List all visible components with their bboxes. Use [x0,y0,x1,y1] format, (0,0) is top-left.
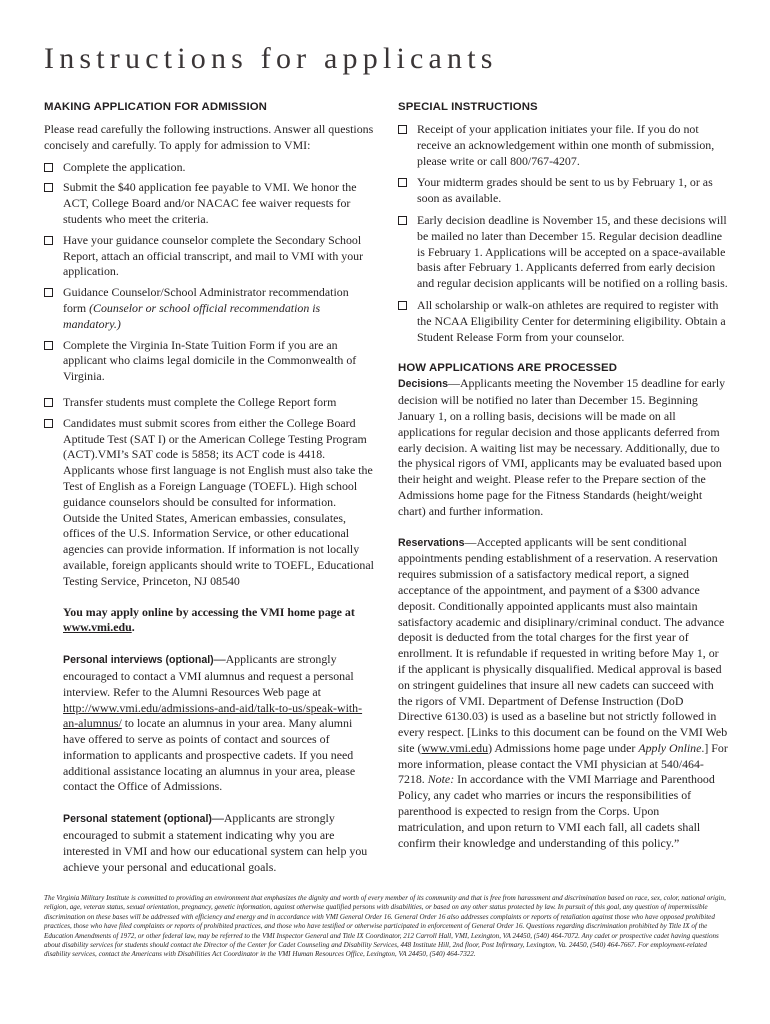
intro-paragraph: Please read carefully the following instructions. Answer all questions concisely and carefully. To apply for admission to VMI: [44,122,374,152]
checklist-item: Early decision deadline is November 15, and these decisions will be mailed no later than December 15. Regular decision deadline is February 1. Applications will be accepted on a space-available basis after February 1. Applicants deferred from early decision and regular decision applicants will be notified on a rolling basis. [398,213,728,292]
page-title: Instructions for applicants [44,42,498,75]
checklist-item: Receipt of your application initiates your file. If you do not receive an acknowledgement within one month of submission, please write or call 800/767-4207. [398,122,728,169]
checkbox-icon [44,398,53,407]
checkbox-icon [44,288,53,297]
checkbox-icon [398,178,407,187]
checkbox-icon [44,236,53,245]
personal-interviews-paragraph: Personal interviews (optional)—Applicants are strongly encouraged to contact a VMI alumnus and request a personal interview. Refer to the Alumni Resources Web page at http://www.vmi.edu/admissions-and-aid/talk-to-us/speak-with-an-alumnus/ to locate an alumnus in your area. Many alumni have offered to serve as points of contact and sources of information to applicants and prospective cadets. If you need additional assistance locating an alumnus in your area, please contact the Office of Admissions. [63,652,363,794]
checkbox-icon [398,301,407,310]
vmi-home-link[interactable]: www.vmi.edu [63,620,132,635]
checkbox-icon [398,216,407,225]
checkbox-icon [44,341,53,350]
making-application-heading: MAKING APPLICATION FOR ADMISSION [44,101,267,113]
checklist-item: Candidates must submit scores from either the College Board Aptitude Test (SAT I) or the American College Testing Program (ACT).VMI’s SAT code is 5858; its ACT code is 4418. Applicants whose first language is not English must also take the Test of English as a Foreign Language (TOEFL). High school guidance counselors should be consulted for information. Outside the United States, American embassies, consulates, offices of the U.S. Information Service, or other educational agencies can provide information. If information is not locally available, foreign applicants should write to TOEFL, Educational Testing Service, Princeton, NJ 08540 [44,416,374,590]
checkbox-icon [44,183,53,192]
checklist-item: Your midterm grades should be sent to us by February 1, or as soon as available. [398,175,728,207]
right-column [398,100,728,851]
alumni-resources-link[interactable]: http://www.vmi.edu/admissions-and-aid/talk-to-us/speak-with-an-alumnus/ [63,700,363,731]
checkbox-icon [44,419,53,428]
checkbox-icon [398,125,407,134]
nondiscrimination-footer: The Virginia Military Institute is committed to providing an environment that emphasizes the dignity and worth of every member of its community and that is free from harassment and discrimination based on race, sex, color, national origin, religion, age, veteran status, sexual orientation, pregnancy, genetic information, against otherwise qualified persons with disabilities, or based on any other status protected by law. In pursuit of this goal, any question of impermissible discrimination on these bases will be addressed with efficiency and energy and in accordance with VMI General Order 16. General Order 16 also addresses complaints or reports of retaliation against those who have opposed prohibited practices, those who have filed complaints or reports of prohibited practices, and those who have testified or otherwise participated in enforcement of General Order 16. Questions regarding discrimination prohibited by Title IX of the Education Amendments of 1972, or other federal law, may be referred to the VMI Inspector General and Title IX Coordinator, 212 Carroll Hall, VMI, Lexington, VA 24450, (540) 464-7072. Any cadet or prospective cadet having questions about disability services for students should contact the Director of the Center for Cadet Counseling and Disability Services, 448 Institute Hill, 2nd floor, Post Infirmary, Lexington, Va. 24450, (540) 464-7667. For employment-related disability services, contact the Americans with Disabilities Act Coordinator in the VMI Human Resources Office, Lexington, VA 24450, (540) 464-7322. [44,894,726,959]
checklist-item: Guidance Counselor/School Administrator recommendation form (Counselor or school official recommendation is mandatory.) [44,285,374,332]
vmi-website-link[interactable]: www.vmi.edu [421,740,489,755]
checklist-item: Have your guidance counselor complete the Secondary School Report, attach an official transcript, and mail to VMI with your application. [44,233,374,280]
decisions-paragraph: Decisions—Applicants meeting the November 15 deadline for early decision will be notified no later than December 15. Beginning January 1, on a rolling basis, decisions will be made on all applications for regular decision and those applicants deferred from early decision. A waiting list may be necessary. Additionally, due to the physical rigors of VMI, applicants may be evaluated based upon their height and weight. Please refer to the Prepare section of the Admissions home page for the Fitness Standards (height/weight chart) and further information. [398,376,726,518]
apply-online-note: You may apply online by accessing the VMI home page at www.vmi.edu. [63,604,355,635]
how-processed-heading: HOW APPLICATIONS ARE PROCESSED [398,362,618,375]
special-instructions-heading: SPECIAL INSTRUCTIONS [398,101,538,113]
checklist-item: Complete the Virginia In-State Tuition Form if you are an applicant who claims legal domicile in the Commonwealth of Virginia. [44,338,374,385]
checklist-item: Submit the $40 application fee payable to VMI. We honor the ACT, College Board and/or NACAC fee waiver requests for students who meet the criteria. [44,180,374,227]
checkbox-icon [44,163,53,172]
left-column [44,100,374,875]
checklist-item: All scholarship or walk-on athletes are required to register with the NCAA Eligibility Center for determining eligibility. Obtain a Student Release Form from your counselor. [398,298,728,345]
reservations-paragraph: Reservations—Accepted applicants will be sent conditional appointments pending establishment of a reservation. A reservation requires submission of a satisfactory medical report, a signed acceptance of the appointment, and payment of a $300 advance deposit. Conditionally appointed applicants must also maintain satisfactory academic and disiplinary/criminal conduct. The advance deposit is deducted from the total charges for the first year of enrollment. It is refundable if requested in writing before May 1, or if the applicant is physically disqualified. Medical approval is based on stringent guidelines that insure all new cadets can succeed with the rigors of VMI. Department of Defense Instruction (DoD Directive 6130.03) is used as a baseline but not strictly followed in every respect. [Links to this document can be found on the VMI Web site (www.vmi.edu) Admissions home page under Apply Online.] For more information, please contact the VMI physician at 540/464-7218. Note: In accordance with the VMI Marriage and Parenthood Policy, any cadet who marries or incurs the responsibilities of parenthood is expected to resign from the Corps. Upon matriculation, and upon return to VMI each fall, all cadets shall confirm their knowledge and understanding of this policy.” [398,534,728,850]
checklist-item: Transfer students must complete the College Report form [44,395,374,411]
personal-statement-paragraph: Personal statement (optional)—Applicants are strongly encouraged to submit a statement indicating why you are interested in VMI and how our educational system can help you achieve your personal and educational goals. [63,811,368,874]
checklist-item: Complete the application. [44,160,374,176]
